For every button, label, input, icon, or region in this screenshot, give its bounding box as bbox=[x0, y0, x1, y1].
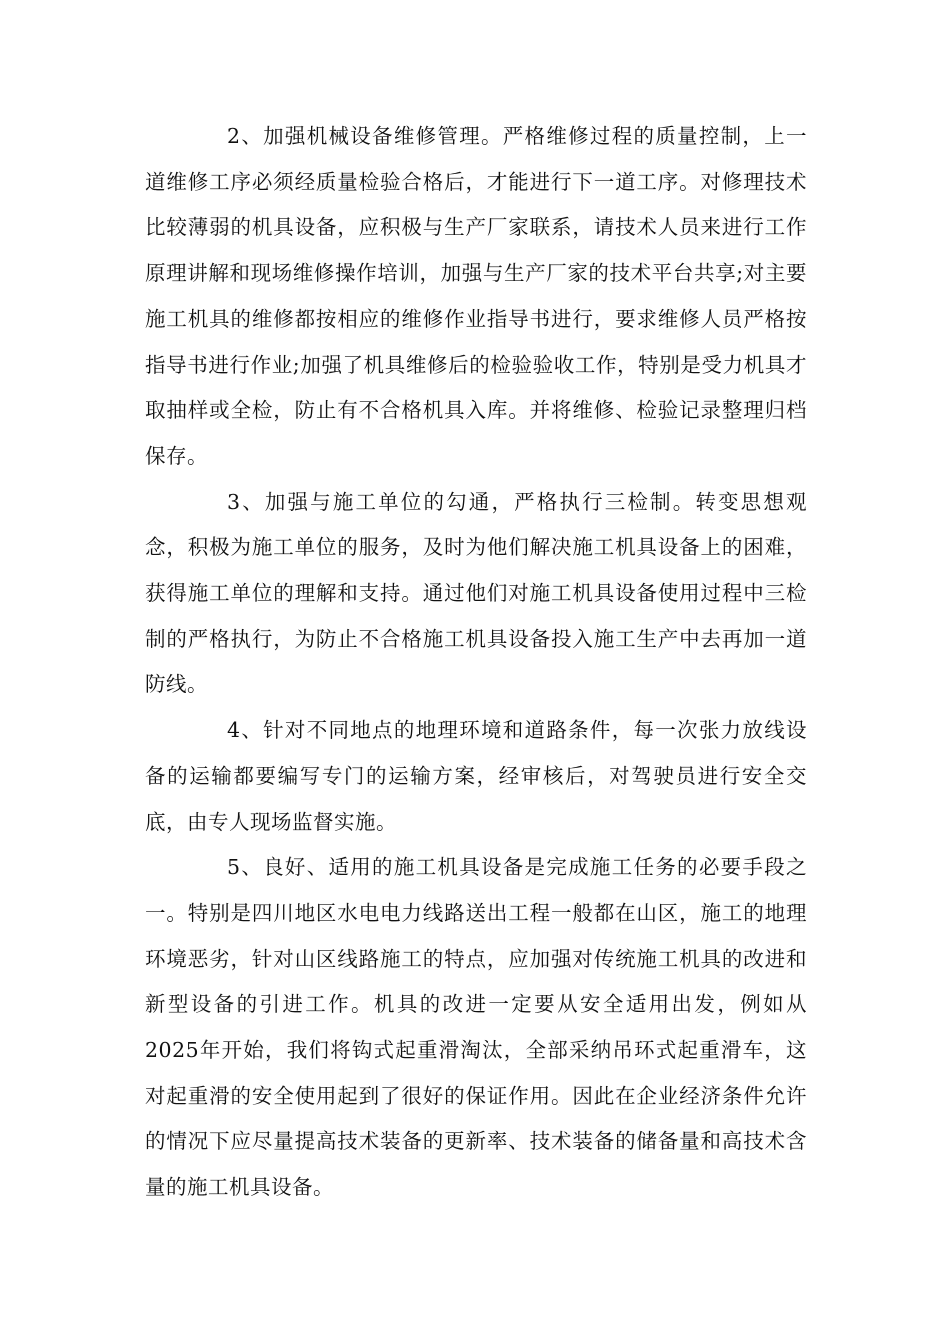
document-body bbox=[145, 114, 807, 1211]
paragraph-item-2: 2、加强机械设备维修管理。严格维修过程的质量控制，上一道维修工序必须经质量检验合格后，才能进行下一道工序。对修理技术比较薄弱的机具设备，应积极与生产厂家联系，请技术人员来进行工作原理讲解和现场维修操作培训，加强与生产厂家的技术平台共享;对主要施工机具的维修都按相应的维修作业指导书进行，要求维修人员严格按指导书进行作业;加强了机具维修后的检验验收工作，特别是受力机具才取抽样或全检，防止有不合格机具入库。并将维修、检验记录整理归档保存。 bbox=[145, 124, 807, 468]
paragraph-item-5: 5、良好、适用的施工机具设备是完成施工任务的必要手段之一。特别是四川地区水电电力线路送出工程一般都在山区，施工的地理环境恶劣，针对山区线路施工的特点，应加强对传统施工机具的改进和新型设备的引进工作。机具的改进一定要从安全适用出发，例如从2025年开始，我们将钩式起重滑淘汰，全部采纳吊环式起重滑车，这对起重滑的安全使用起到了很好的保证作用。因此在企业经济条件允许的情况下应尽量提高技术装备的更新率、技术装备的储备量和高技术含量的施工机具设备。 bbox=[145, 855, 807, 1200]
paragraph-item-4: 4、针对不同地点的地理环境和道路条件，每一次张力放线设备的运输都要编写专门的运输方案，经审核后，对驾驶员进行安全交底，由专人现场监督实施。 bbox=[145, 718, 807, 834]
paragraph-item-3: 3、加强与施工单位的勾通，严格执行三检制。转变思想观念，积极为施工单位的服务，及时为他们解决施工机具设备上的困难，获得施工单位的理解和支持。通过他们对施工机具设备使用过程中三检制的严格执行，为防止不合格施工机具设备投入施工生产中去再加一道防线。 bbox=[145, 489, 807, 697]
